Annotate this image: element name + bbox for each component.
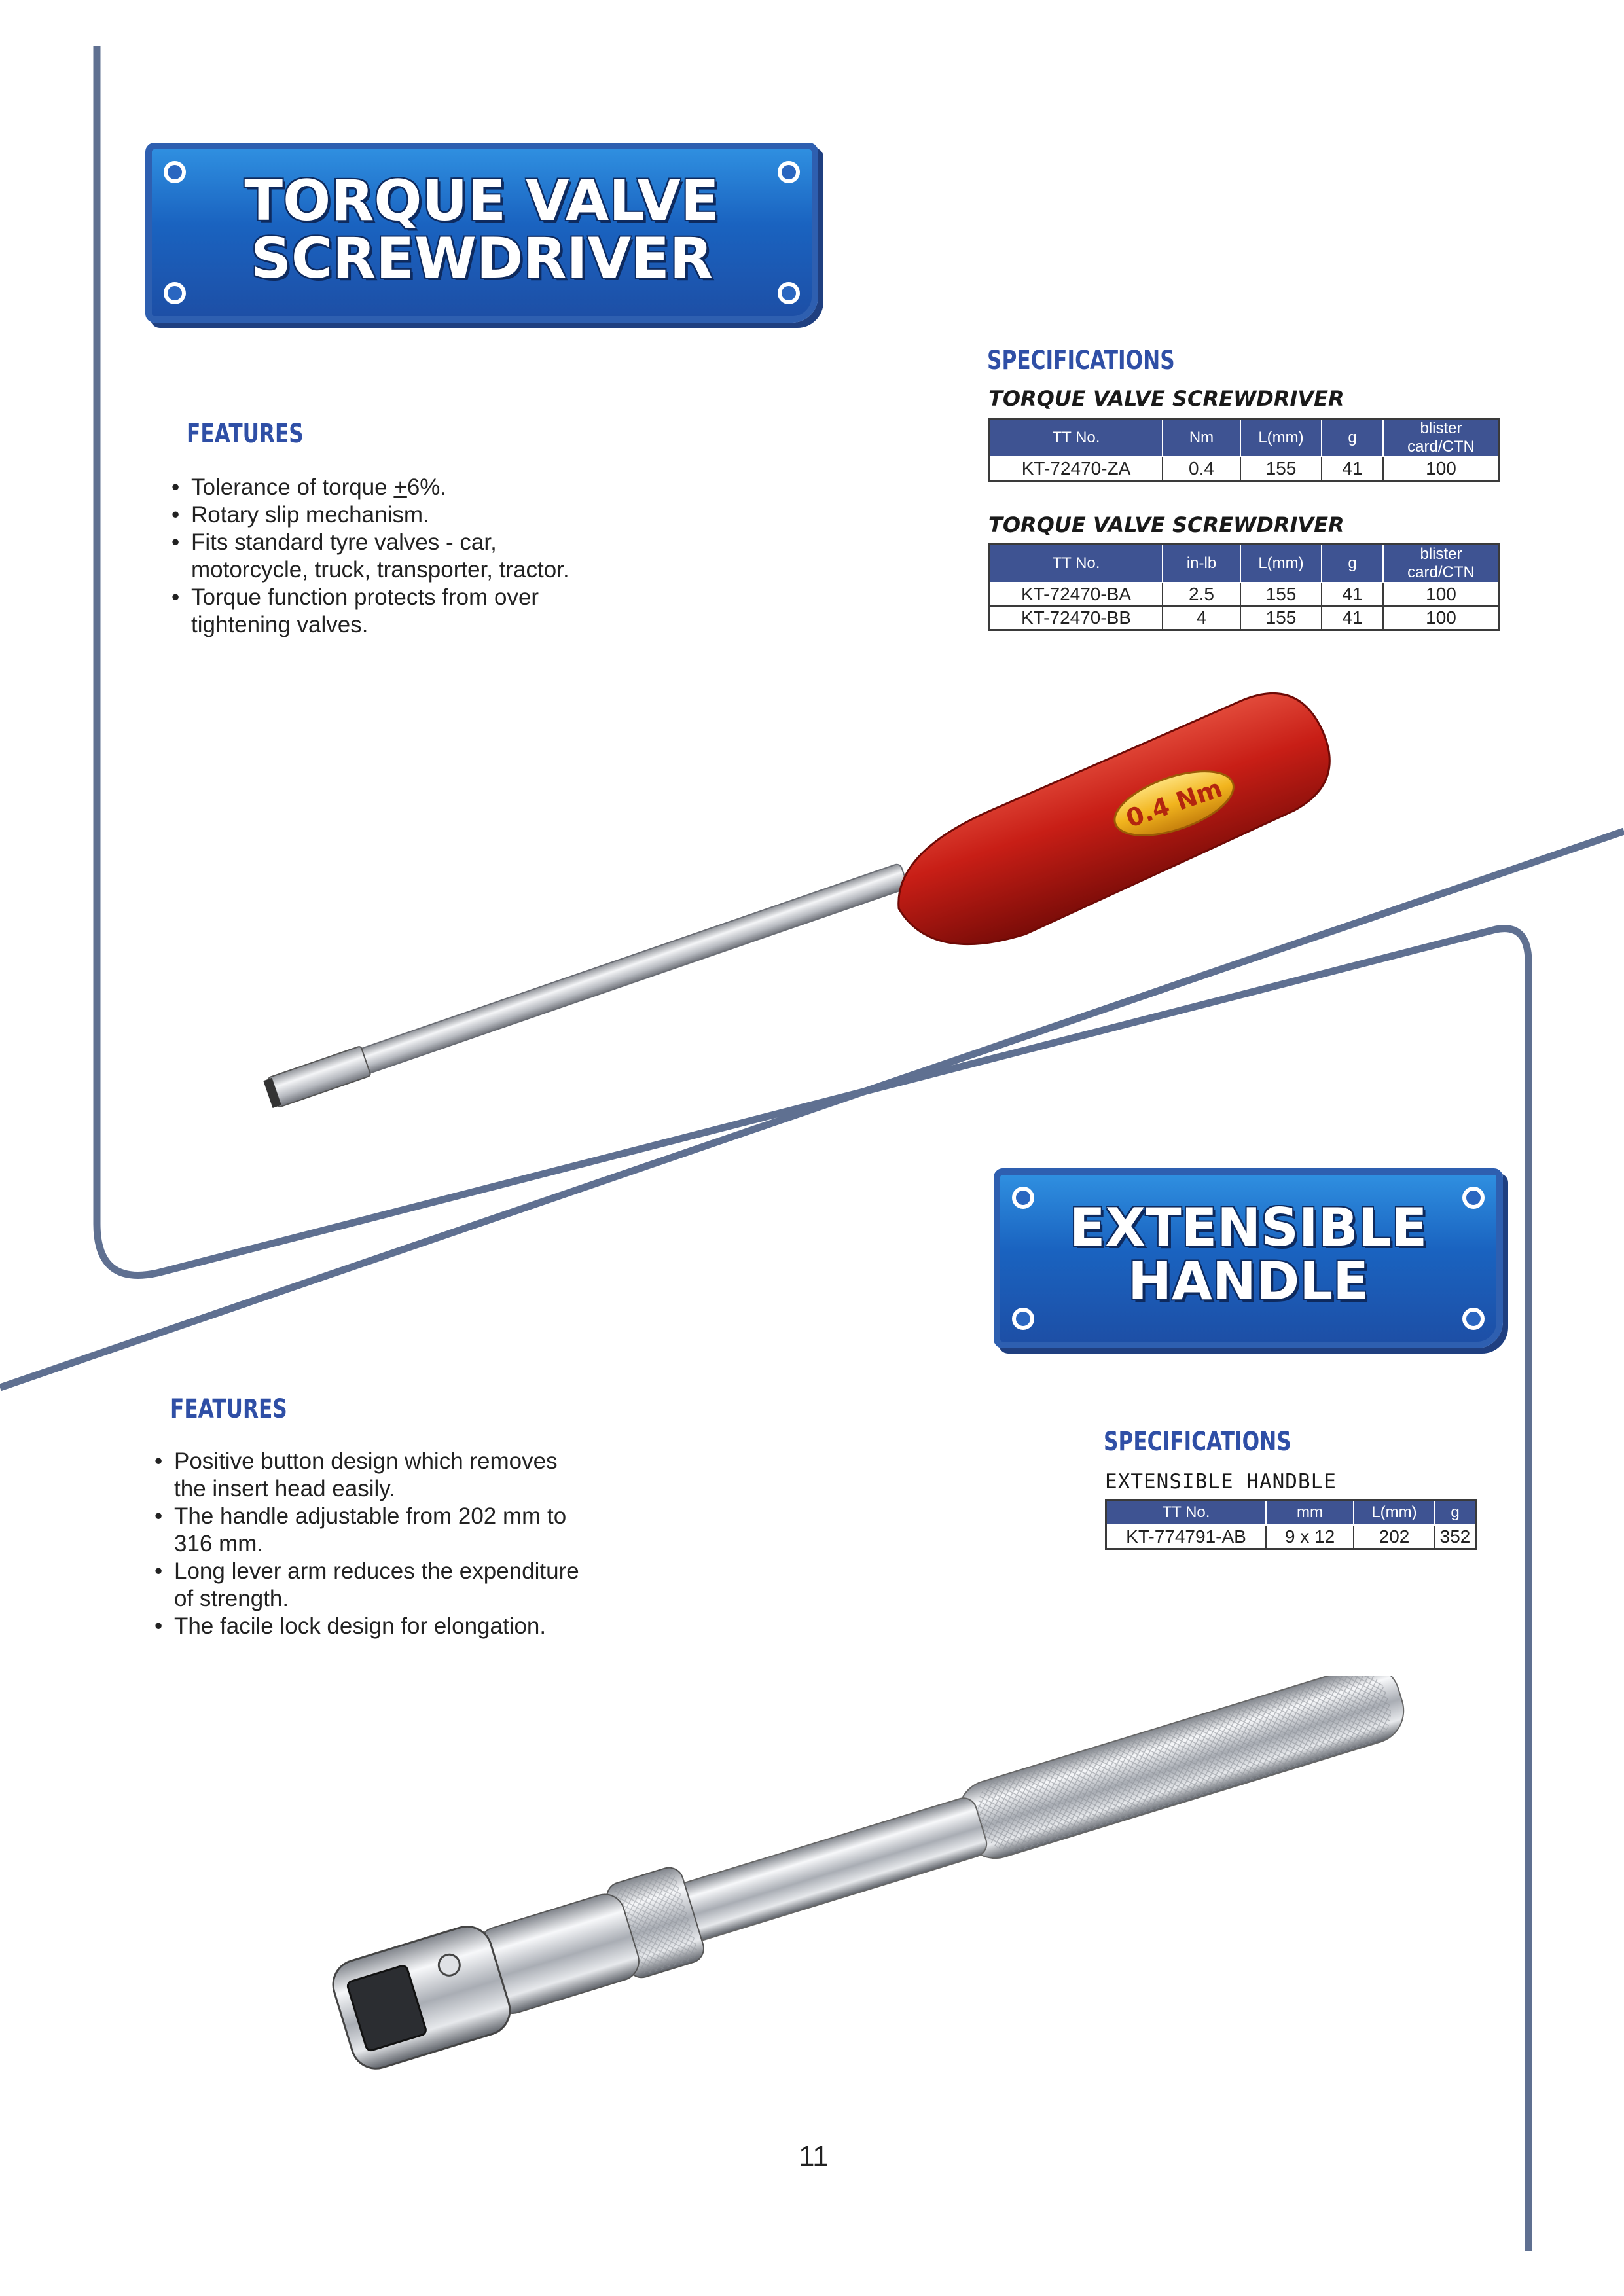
col-header: Nm	[1163, 419, 1240, 457]
col-header: g	[1435, 1500, 1476, 1526]
banner-rivet-icon	[1462, 1308, 1485, 1330]
table-row: KT-774791-AB 9 x 12 202 352	[1106, 1525, 1476, 1549]
table-row: KT-72470-BA 2.5 155 41 100	[990, 583, 1500, 606]
banner-title-line1: EXTENSIBLE	[1069, 1197, 1428, 1258]
col-header: TT No.	[990, 419, 1163, 457]
spec-table1-caption: TORQUE VALVE SCREWDRIVER	[988, 386, 1344, 411]
spec-table-nm	[988, 418, 1500, 482]
feature-item: • Torque function protects from over tightening valves.	[171, 584, 630, 639]
col-header: TT No.	[990, 545, 1163, 583]
col-header: blister card/CTN	[1383, 545, 1500, 583]
features-list	[171, 474, 630, 639]
page-number: 11	[799, 2140, 829, 2172]
features-heading: FEATURES	[170, 1394, 287, 1424]
torque-valve-screwdriver-banner	[145, 143, 818, 323]
col-header: L(mm)	[1240, 419, 1322, 457]
extensible-handle-banner	[994, 1168, 1503, 1348]
col-header: blister card/CTN	[1383, 419, 1500, 457]
feature-item: • Fits standard tyre valves - car, motorcycle, truck, transporter, tractor.	[171, 529, 630, 584]
handle-tube	[659, 1795, 990, 1948]
table-row: KT-72470-BB 4 155 41 100	[990, 606, 1500, 630]
features-list	[154, 1448, 652, 1640]
col-header: L(mm)	[1354, 1500, 1435, 1526]
spec-table2-caption: TORQUE VALVE SCREWDRIVER	[988, 512, 1344, 537]
feature-item: • Positive button design which removes the insert head easily.	[154, 1448, 652, 1503]
screwdriver-shaft	[263, 861, 910, 1109]
feature-item: • The facile lock design for elongation.	[154, 1613, 652, 1640]
col-header: TT No.	[1106, 1500, 1267, 1526]
table-row: KT-72470-ZA 0.4 155 41 100	[990, 457, 1500, 481]
torque-screwdriver-image	[262, 661, 1453, 1132]
specifications-heading: SPECIFICATIONS	[1104, 1427, 1291, 1457]
feature-item: • The handle adjustable from 202 mm to 316 mm.	[154, 1503, 652, 1558]
banner-title-line2: HANDLE	[1128, 1250, 1369, 1312]
banner-title-line2: SCREWDRIVER	[250, 225, 713, 291]
col-header: g	[1322, 545, 1383, 583]
spec-table-caption: EXTENSIBLE HANDBLE	[1105, 1470, 1337, 1494]
banner-rivet-icon	[1012, 1308, 1034, 1330]
extensible-handle-image	[301, 1676, 1479, 2094]
banner-title-line1: TORQUE VALVE	[244, 168, 719, 234]
screwdriver-handle	[871, 679, 1354, 971]
feature-item: • Rotary slip mechanism.	[171, 501, 630, 529]
col-header: L(mm)	[1240, 545, 1322, 583]
col-header: g	[1322, 419, 1383, 457]
feature-item: • Tolerance of torque +6%.	[171, 474, 630, 501]
spec-table-inlb	[988, 543, 1500, 631]
features-heading: FEATURES	[187, 419, 304, 449]
feature-item: • Long lever arm reduces the expenditure of strength.	[154, 1558, 652, 1613]
specifications-heading: SPECIFICATIONS	[987, 346, 1175, 376]
col-header: in-lb	[1163, 545, 1240, 583]
col-header: mm	[1266, 1500, 1354, 1526]
spec-table-extensible	[1105, 1499, 1477, 1550]
handle-torque-label: 0.4 Nm	[1122, 773, 1226, 833]
